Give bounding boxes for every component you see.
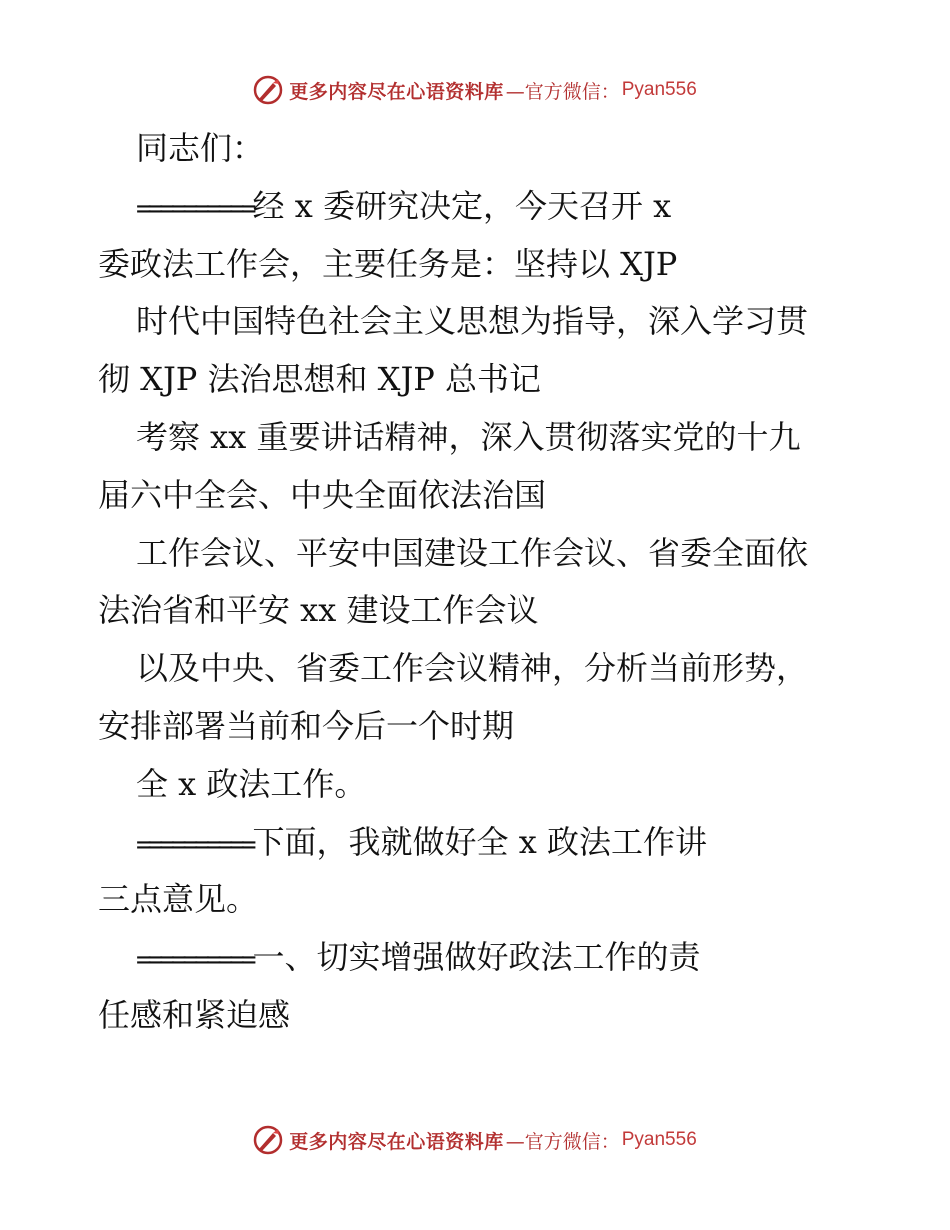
document-line: 同志们： (136, 129, 265, 167)
placeholder-dashes: ========== (136, 945, 253, 976)
document-line: 安排部署当前和今后一个时期 (98, 706, 515, 745)
watermark-wechat-id: Pyan556 (621, 1129, 697, 1150)
watermark-text: 更多内容尽在心语资料库 (289, 1130, 504, 1153)
document-body (98, 120, 858, 1045)
line-text: 经 x 委研究决定，今天召开 x (252, 186, 672, 225)
header-watermark (0, 70, 950, 110)
document-line: 彻 XJP 法治思想和 XJP 总书记 (98, 360, 541, 399)
document-line: 时代中国特色社会主义思想为指导，深入学习贯 (136, 302, 809, 341)
line-text: 一、切实增强做好政法工作的责 (252, 938, 701, 977)
document-line (98, 929, 858, 987)
quill-pen-logo-icon (253, 1125, 283, 1155)
document-line: 以及中央、省委工作会议精神，分析当前形势， (136, 649, 809, 688)
watermark-wechat-id: Pyan556 (621, 79, 697, 100)
watermark-separator: —官方微信： (505, 1130, 620, 1153)
quill-pen-logo-icon (253, 75, 283, 105)
watermark-text: 更多内容尽在心语资料库 (289, 80, 504, 103)
footer-watermark (0, 1120, 950, 1160)
watermark-separator: —官方微信： (505, 80, 620, 103)
document-line: 工作会议、平安中国建设工作会议、省委全面依 (136, 533, 809, 572)
document-line: 考察 xx 重要讲话精神，深入贯彻落实党的十九 (136, 417, 801, 456)
placeholder-dashes: ========== (136, 829, 253, 860)
document-line (98, 814, 858, 872)
document-line: 任感和紧迫感 (98, 995, 291, 1034)
document-line: 全 x 政法工作。 (136, 764, 367, 803)
document-line: 法治省和平安 xx 建设工作会议 (98, 591, 539, 630)
document-line: 三点意见。 (98, 880, 259, 919)
document-line: 届六中全会、中央全面依法治国 (98, 475, 547, 514)
placeholder-dashes: ========== (136, 193, 253, 224)
line-text: 下面，我就做好全 x 政法工作讲 (252, 822, 707, 861)
document-line (98, 178, 858, 236)
document-line: 委政法工作会，主要任务是：坚持以 XJP (98, 244, 678, 283)
